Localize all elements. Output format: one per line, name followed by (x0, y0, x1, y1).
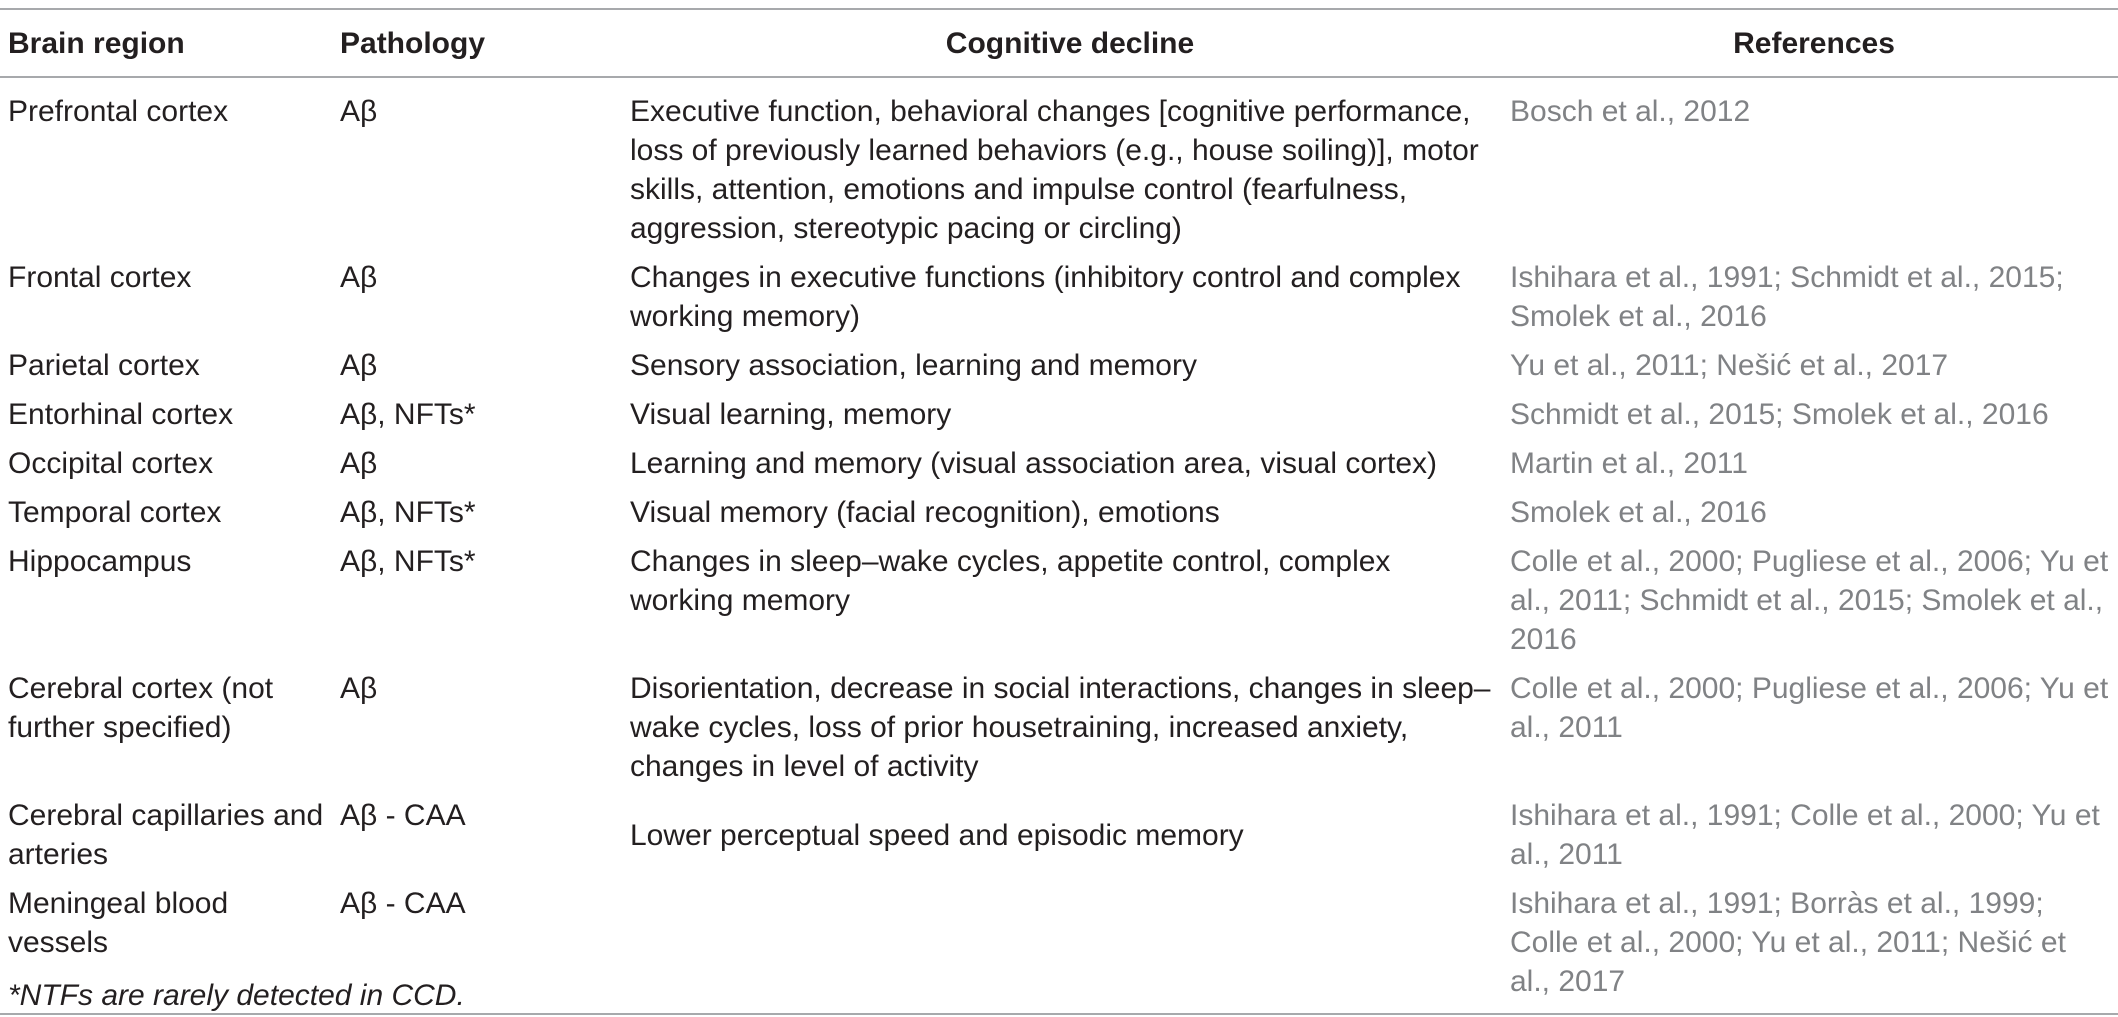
cell-region: Temporal cortex (8, 496, 222, 529)
cell-pathology: Aβ - CAA (340, 799, 466, 832)
cell-decline: Sensory association, learning and memory (630, 349, 1197, 382)
brain-region-table (0, 8, 2118, 1015)
table-container (0, 8, 2118, 1015)
header-references: References (1733, 26, 1895, 60)
table-row (0, 340, 2118, 389)
cell-references: Martin et al., 2011 (1510, 447, 1748, 480)
cell-pathology: Aβ - CAA (340, 887, 466, 920)
cell-references: Ishihara et al., 1991; Colle et al., 2000; Yu et al., 2011 (1510, 799, 2100, 871)
cell-region: Hippocampus (8, 545, 192, 578)
table-footnote: *NTFs are rarely detected in CCD. (8, 979, 465, 1012)
table-row (0, 438, 2118, 487)
cell-pathology: Aβ (340, 349, 378, 382)
cell-pathology: Aβ (340, 95, 378, 128)
table-row (0, 389, 2118, 438)
table-row (0, 536, 2118, 663)
cell-references: Smolek et al., 2016 (1510, 496, 1767, 529)
header-pathology: Pathology (340, 26, 486, 60)
cell-decline: Changes in sleep–wake cycles, appetite control, complex working memory (630, 545, 1391, 617)
cell-references: Schmidt et al., 2015; Smolek et al., 2016 (1510, 398, 2049, 431)
cell-decline: Visual learning, memory (630, 398, 952, 431)
cell-pathology: Aβ (340, 261, 378, 294)
cell-decline (630, 878, 1510, 1014)
header-cognitive-decline: Cognitive decline (945, 26, 1195, 60)
cell-references: Colle et al., 2000; Pugliese et al., 2006; Yu et al., 2011 (1510, 672, 2109, 744)
cell-decline: Changes in executive functions (inhibitory control and complex working memory) (630, 261, 1461, 333)
cell-pathology: Aβ, NFTs* (340, 398, 476, 431)
cell-pathology: Aβ, NFTs* (340, 496, 476, 529)
table-row (0, 77, 2118, 252)
cell-references: Colle et al., 2000; Pugliese et al., 2006; Yu et al., 2011; Schmidt et al., 2015; Smolek et al., 2016 (1510, 545, 2109, 656)
cell-decline: Lower perceptual speed and episodic memory (630, 818, 1244, 852)
cell-references: Ishihara et al., 1991; Borràs et al., 1999; Colle et al., 2000; Yu et al., 2011; Nešić et al., 2017 (1510, 887, 2066, 998)
header-brain-region: Brain region (8, 26, 185, 60)
cell-region: Occipital cortex (8, 447, 214, 480)
cell-decline: Learning and memory (visual association area, visual cortex) (630, 447, 1438, 480)
table-row (0, 252, 2118, 340)
table-row (0, 790, 2118, 878)
cell-references: Ishihara et al., 1991; Schmidt et al., 2015; Smolek et al., 2016 (1510, 261, 2064, 333)
cell-decline: Disorientation, decrease in social interactions, changes in sleep–wake cycles, loss of prior housetraining, increased anxiety, changes in level of activity (630, 672, 1491, 783)
table-row (0, 487, 2118, 536)
cell-region: Cerebral cortex (not further specified) (8, 672, 274, 744)
cell-region: Parietal cortex (8, 349, 200, 382)
cell-region: Cerebral capillaries and arteries (8, 799, 324, 871)
cell-decline: Executive function, behavioral changes [cognitive performance, loss of previously learned behaviors (e.g., house soiling)], motor skills, attention, emotions and impulse control (fearfulness, aggression, stereotypic pacing or circling) (630, 95, 1479, 245)
cell-pathology: Aβ, NFTs* (340, 545, 476, 578)
table-header-row (0, 9, 2118, 77)
cell-decline: Visual memory (facial recognition), emotions (630, 496, 1220, 529)
cell-region: Prefrontal cortex (8, 95, 229, 128)
cell-pathology: Aβ (340, 447, 378, 480)
cell-region: Frontal cortex (8, 261, 192, 294)
cell-references: Bosch et al., 2012 (1510, 95, 1751, 128)
cell-pathology: Aβ (340, 672, 378, 705)
cell-region: Meningeal blood vessels (8, 887, 229, 959)
cell-region: Entorhinal cortex (8, 398, 234, 431)
table-row (0, 663, 2118, 790)
cell-references: Yu et al., 2011; Nešić et al., 2017 (1510, 349, 1949, 382)
